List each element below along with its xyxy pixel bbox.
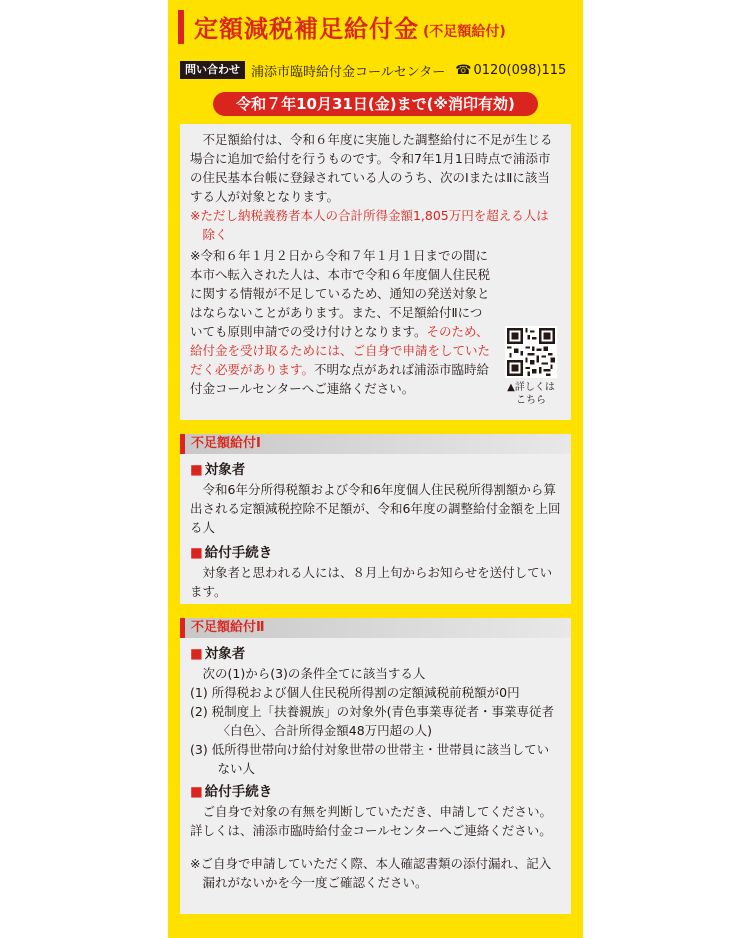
flyer-panel <box>168 0 583 938</box>
section1-box <box>180 434 571 604</box>
condition-item: (2) 税制度上「扶養親族」の対象外(青色事業専従者・事業専従者〈白色〉、合計所得金額48万円超の人) <box>190 704 555 738</box>
intro-exclusion: ※ただし納税義務者本人の合計所得金額1,805万円を超える人は除く <box>190 208 549 242</box>
section2-procedure-text: ご自身で対象の有無を判断していただき、申請してください。詳しくは、浦添市臨時給付金コールセンターへご連絡ください。 <box>190 804 553 838</box>
deadline-badge: 令和７年10月31日(金)まで(※消印有効) <box>213 92 538 116</box>
qr-caption-line1: ▲詳しくは <box>507 382 555 393</box>
section2-box <box>180 618 571 914</box>
section1-body <box>180 454 571 601</box>
qr-code-block[interactable] <box>501 326 561 407</box>
square-bullet-icon: ■ <box>190 784 203 800</box>
phone-icon: ☎ <box>455 62 472 78</box>
contact-tag: 問い合わせ <box>180 61 245 79</box>
square-bullet-icon: ■ <box>190 545 203 561</box>
page-title: 定額減税補足給付金 <box>194 15 419 43</box>
section2-procedure-heading: ■ 給付手続き <box>190 784 273 800</box>
section1-procedure-text: 対象者と思われる人には、８月上旬からお知らせを送付しています。 <box>190 565 553 599</box>
square-bullet-icon: ■ <box>190 646 203 662</box>
qr-code-icon[interactable] <box>505 326 557 378</box>
intro-note-red: そのため、給付金を受け取るためには、ご自身で申請をしていただく必要があります。 <box>190 324 491 377</box>
intro-note-part1: ※令和６年１月２日から令和７年１月１日までの間に本市へ転入された人は、本市で令和６年度個人住民税に関する情報が不足しているため、通知の発送対象とはならないことがあります。また、不足額給付Ⅱについても原則申請での受け付けとなります。 <box>190 248 491 339</box>
section2-footnote: ※ご自身で申請していただく際、本人確認書類の添付漏れ、記入漏れがないかを今一度ご確認ください。 <box>190 856 552 890</box>
section1-heading: 不足額給付Ⅰ <box>180 434 571 454</box>
section1-target-heading: ■ 対象者 <box>190 462 246 478</box>
contact-line <box>180 60 575 80</box>
intro-note-part2: 不明な点があれば浦添市臨時給付金コールセンターへご連絡ください。 <box>190 362 490 396</box>
square-bullet-icon: ■ <box>190 462 203 478</box>
qr-caption <box>501 381 561 407</box>
qr-caption-line2: こちら <box>516 395 546 406</box>
section1-procedure-heading: ■ 給付手続き <box>190 545 273 561</box>
intro-paragraph: 不足額給付は、令和６年度に実施した調整給付に不足が生じる場合に追加で給付を行うものです。令和7年1月1日時点で浦添市の住民基本台帳に登録されている人のうち、次のⅠまたはⅡに該当する人が対象となります。 <box>190 132 553 204</box>
page-subtitle: (不足額給付) <box>423 24 506 40</box>
contact-phone[interactable]: 0120(098)115 <box>473 62 567 78</box>
title-block <box>178 10 573 44</box>
condition-item: (1) 所得税および個人住民税所得割の定額減税前税額が0円 <box>190 685 520 700</box>
section2-heading: 不足額給付Ⅱ <box>180 618 571 638</box>
section2-body <box>180 638 571 892</box>
condition-item: (3) 低所得世帯向け給付対象世帯の世帯主・世帯員に該当していない人 <box>190 742 550 776</box>
contact-name: 浦添市臨時給付金コールセンター <box>251 64 446 80</box>
section1-target-text: 令和6年分所得税額および令和6年度個人住民税所得割額から算出される定額減税控除不足額が、令和6年度の調整給付金額を上回る人 <box>190 482 561 535</box>
intro-box <box>180 124 571 420</box>
section2-target-heading: ■ 対象者 <box>190 646 246 662</box>
section2-target-intro: 次の(1)から(3)の条件全てに該当する人 <box>202 666 426 681</box>
